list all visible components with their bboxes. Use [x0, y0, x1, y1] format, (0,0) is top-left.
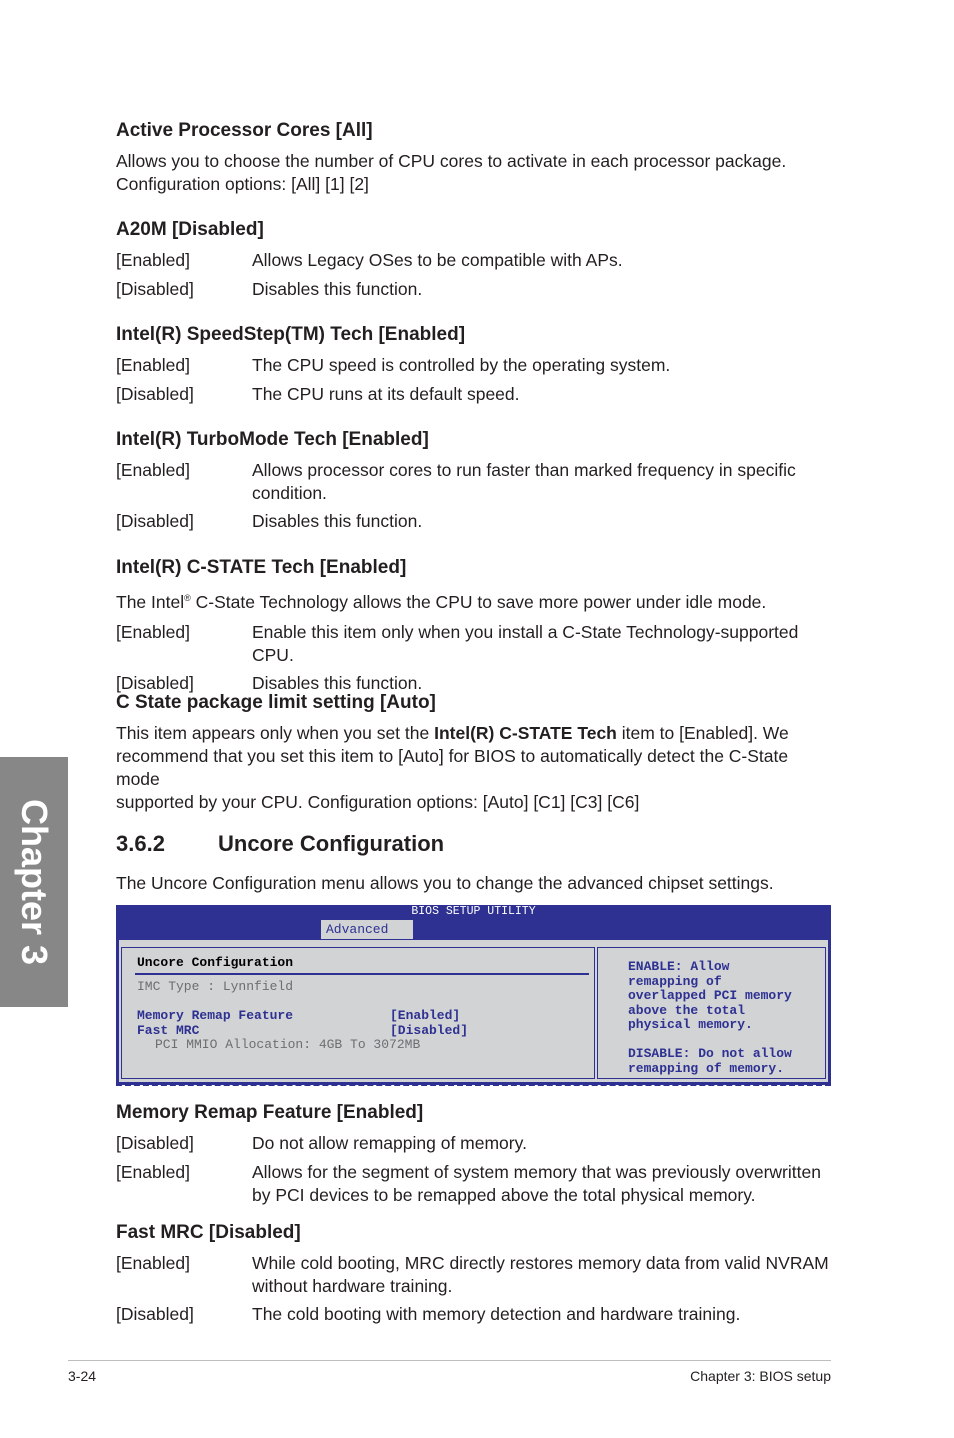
option-row — [116, 278, 836, 301]
desc: Configuration options: [All] [1] [2] — [116, 174, 369, 194]
section-cstate-package — [116, 692, 836, 814]
option-value: Allows processor cores to run faster than marked frequency in specific — [252, 460, 796, 480]
heading: Memory Remap Feature [Enabled] — [116, 1102, 424, 1123]
divider — [135, 973, 589, 975]
heading: C State package limit setting [Auto] — [116, 692, 436, 713]
option-value: Enable this item only when you install a C-State Technology-supported CPU. — [252, 621, 799, 665]
footer-divider — [68, 1360, 831, 1361]
option-key: [Enabled] — [116, 250, 190, 270]
section-active-cores — [116, 120, 836, 196]
bios-title: BIOS SETUP UTILITY — [411, 905, 536, 918]
bios-heading: Uncore Configuration — [137, 955, 294, 970]
option-key: [Enabled] — [116, 1253, 190, 1273]
section-a20m — [116, 219, 836, 301]
option-row — [116, 383, 836, 406]
section-title-uncore: 3.6.2 Uncore Configuration — [116, 831, 445, 856]
option-row — [116, 459, 836, 505]
option-row — [116, 249, 836, 272]
bios-imc-type: IMC Type : Lynnfield — [137, 979, 294, 994]
section-cstate — [116, 557, 836, 695]
bios-item-fast-mrc-value[interactable]: [Disabled] — [390, 1023, 469, 1038]
option-row — [116, 1252, 836, 1298]
desc: The Intel® C-State Technology allows the CPU to save more power under idle mode. — [116, 591, 767, 612]
option-key: [Enabled] — [116, 1162, 190, 1182]
desc: This item appears only when you set the Intel(R) C-STATE Tech item to [Enabled]. We — [116, 723, 789, 743]
option-value: The CPU runs at its default speed. — [252, 384, 520, 404]
option-value: Allows Legacy OSes to be compatible with APs. — [252, 250, 623, 270]
desc: supported by your CPU. Configuration options: [Auto] [C1] [C3] [C6] — [116, 792, 640, 812]
option-row — [116, 354, 836, 377]
chapter-tab-label: Chapter 3 — [14, 798, 55, 966]
option-key: [Disabled] — [116, 672, 194, 693]
option-row — [116, 621, 836, 667]
option-key: [Disabled] — [116, 511, 194, 531]
option-key: [Enabled] — [116, 621, 190, 642]
option-row — [116, 510, 836, 533]
option-key: [Enabled] — [116, 355, 190, 375]
heading: Active Processor Cores [All] — [116, 120, 373, 141]
option-key: [Disabled] — [116, 384, 194, 404]
bios-item-memory-remap-value[interactable]: [Enabled] — [390, 1008, 461, 1023]
bios-tab-advanced[interactable]: Advanced — [321, 920, 413, 939]
bios-menu-panel — [121, 947, 595, 1079]
bios-screenshot — [116, 905, 831, 1085]
heading: Intel(R) TurboMode Tech [Enabled] — [116, 429, 429, 450]
option-row — [116, 1303, 836, 1326]
option-row — [116, 1161, 836, 1207]
desc: Allows you to choose the number of CPU cores to activate in each processor package. — [116, 151, 787, 171]
heading: A20M [Disabled] — [116, 219, 264, 240]
section-fast-mrc — [116, 1222, 836, 1326]
section-memory-remap — [116, 1102, 836, 1207]
section-speedstep — [116, 324, 836, 406]
heading: Fast MRC [Disabled] — [116, 1222, 301, 1243]
option-value: The CPU speed is controlled by the operating system. — [252, 355, 671, 375]
bios-help-text: ENABLE: Allow remapping of overlapped PCI memory above the total physical memory. DISABLE: Do not allow remapping of memory. — [628, 959, 792, 1076]
heading: Intel(R) C-STATE Tech [Enabled] — [116, 557, 407, 578]
uncore-desc: The Uncore Configuration menu allows you to change the advanced chipset settings. — [116, 873, 774, 893]
bios-item-memory-remap[interactable]: Memory Remap Feature — [137, 1008, 294, 1023]
option-value: The cold booting with memory detection and hardware training. — [252, 1304, 741, 1324]
bios-dashed-edge — [116, 1083, 831, 1086]
option-value: condition. — [252, 483, 327, 503]
option-value: Disables this function. — [252, 279, 423, 299]
page-number: 3-24 — [68, 1368, 97, 1384]
option-value: Disables this function. — [252, 511, 423, 531]
desc: recommend that you set this item to [Auto] for BIOS to automatically detect the C-State mode — [116, 746, 789, 789]
option-value: by PCI devices to be remapped above the total physical memory. — [252, 1185, 756, 1205]
bios-help-panel — [597, 947, 826, 1079]
chapter-tab — [0, 757, 68, 1007]
bios-item-fast-mrc[interactable]: Fast MRC — [137, 1023, 200, 1038]
option-value: Disables this function. — [252, 672, 423, 693]
bios-item-pci-mmio: PCI MMIO Allocation: 4GB To 3072MB — [155, 1037, 421, 1052]
option-key: [Disabled] — [116, 1133, 194, 1153]
option-row — [116, 1132, 836, 1155]
option-value: without hardware training. — [252, 1276, 453, 1296]
option-key: [Disabled] — [116, 279, 194, 299]
footer-chapter: Chapter 3: BIOS setup — [690, 1368, 831, 1384]
heading: Intel(R) SpeedStep(TM) Tech [Enabled] — [116, 324, 466, 345]
option-value: Do not allow remapping of memory. — [252, 1133, 527, 1153]
option-value: While cold booting, MRC directly restores memory data from valid NVRAM — [252, 1253, 829, 1273]
option-key: [Disabled] — [116, 1304, 194, 1324]
option-value: Allows for the segment of system memory that was previously overwritten — [252, 1162, 821, 1182]
option-key: [Enabled] — [116, 460, 190, 480]
bios-body — [119, 940, 828, 1082]
section-turbo — [116, 429, 836, 533]
